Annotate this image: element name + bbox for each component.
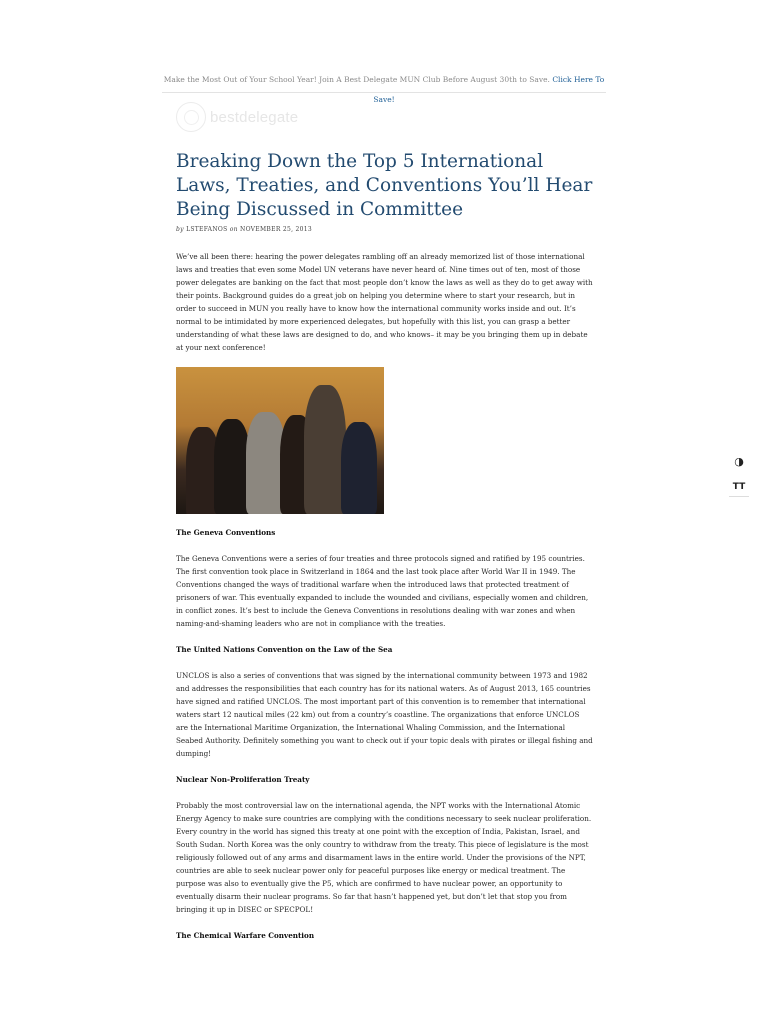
promo-text: Make the Most Out of Your School Year! Join A Best Delegate MUN Club Before August 30th to Save. <box>163 75 550 84</box>
author-link[interactable]: LSTEFANOS <box>186 226 228 233</box>
byline-on: on <box>229 226 238 233</box>
font-size-icon[interactable]: TT <box>729 478 749 497</box>
section-body-npt: Probably the most controversial law on the international agenda, the NPT works with the International Atomic Energy Agency to make sure countries are complying with the conditions necessary to seek nuclear proliferation. Every country in the world has signed this treaty at one point with the exception of India, Pakistan, Israel, and South Sudan. North Korea was the only country to withdraw from the treaty. This piece of legislature is the most religiously followed out of any arms and disarmament laws in the entire world. Under the provisions of the NPT, countries are able to seek nuclear power only for peaceful purposes like energy or medical treatment. The purpose was also to eventually give the P5, which are confirmed to have nuclear power, an opportunity to eventually disarm their nuclear programs. So far that hasn’t happened yet, but don’t let that stop you from bringing it up in DISEC or SPECPOL! <box>176 801 592 914</box>
post-date: NOVEMBER 25, 2013 <box>240 226 312 233</box>
section-heading-npt: Nuclear Non-Proliferation Treaty <box>176 775 310 784</box>
section-heading-cwc: The Chemical Warfare Convention <box>176 931 315 940</box>
article-byline <box>176 226 312 233</box>
site-logo[interactable] <box>176 101 298 133</box>
accessibility-tools <box>728 452 750 497</box>
logo-text: bestdelegate <box>210 108 299 126</box>
article-title: Breaking Down the Top 5 International Laws, Treaties, and Conventions You’ll Hear Being Discussed in Committee <box>176 151 593 220</box>
section-heading-geneva: The Geneva Conventions <box>176 528 276 537</box>
section-heading-unclos: The United Nations Convention on the Law of the Sea <box>176 645 393 654</box>
byline-by: by <box>176 226 184 233</box>
section-body-geneva: The Geneva Conventions were a series of four treaties and three protocols signed and ratified by 195 countries. The first convention took place in Switzerland in 1864 and the last took place after World War II in 1949. The Conventions changed the ways of traditional warfare when the introduced laws that protected treatment of prisoners of war. This eventually expanded to include the wounded and civilians, especially women and children, in conflict zones. It’s best to include the Geneva Conventions in resolutions dealing with war zones and when naming-and-shaming leaders who are not in compliance with the treaties. <box>176 554 589 628</box>
article-content <box>176 250 593 955</box>
contrast-toggle-icon[interactable]: ◑ <box>734 454 744 468</box>
logo-mark-icon <box>176 102 206 132</box>
promo-save-link[interactable]: Click Here To Save! <box>373 75 605 104</box>
promo-banner <box>162 70 606 104</box>
article-photo <box>176 367 384 514</box>
section-body-unclos: UNCLOS is also a series of conventions that was signed by the international community between 1973 and 1982 and addresses the responsibilities that each country has for its national waters. As of August 2013, 165 countries have signed and ratified UNCLOS. The most important part of this convention is to remember that international waters start 12 nautical miles (22 km) out from a country’s coastline. The organizations that enforce UNCLOS are the International Maritime Organization, the International Whaling Commission, and the International Seabed Authority. Definitely something you want to check out if your topic deals with pirates or illegal fishing and dumping! <box>176 671 593 758</box>
article-intro: We’ve all been there: hearing the power delegates rambling off an already memorized list of those international laws and treaties that even some Model UN veterans have never heard of. Nine times out of ten, most of those power delegates are banking on the fact that most people don’t know the laws as well as they do to get away with their points. Background guides do a great job on helping you determine where to start your research, but in order to succeed in MUN you really have to know how the international community works inside and out. It’s normal to be intimidated by more experienced delegates, but hopefully with this list, you can grasp a better understanding of what these laws are designed to do, and who knows– it may be you bringing them up in debate at your next conference! <box>176 252 593 352</box>
